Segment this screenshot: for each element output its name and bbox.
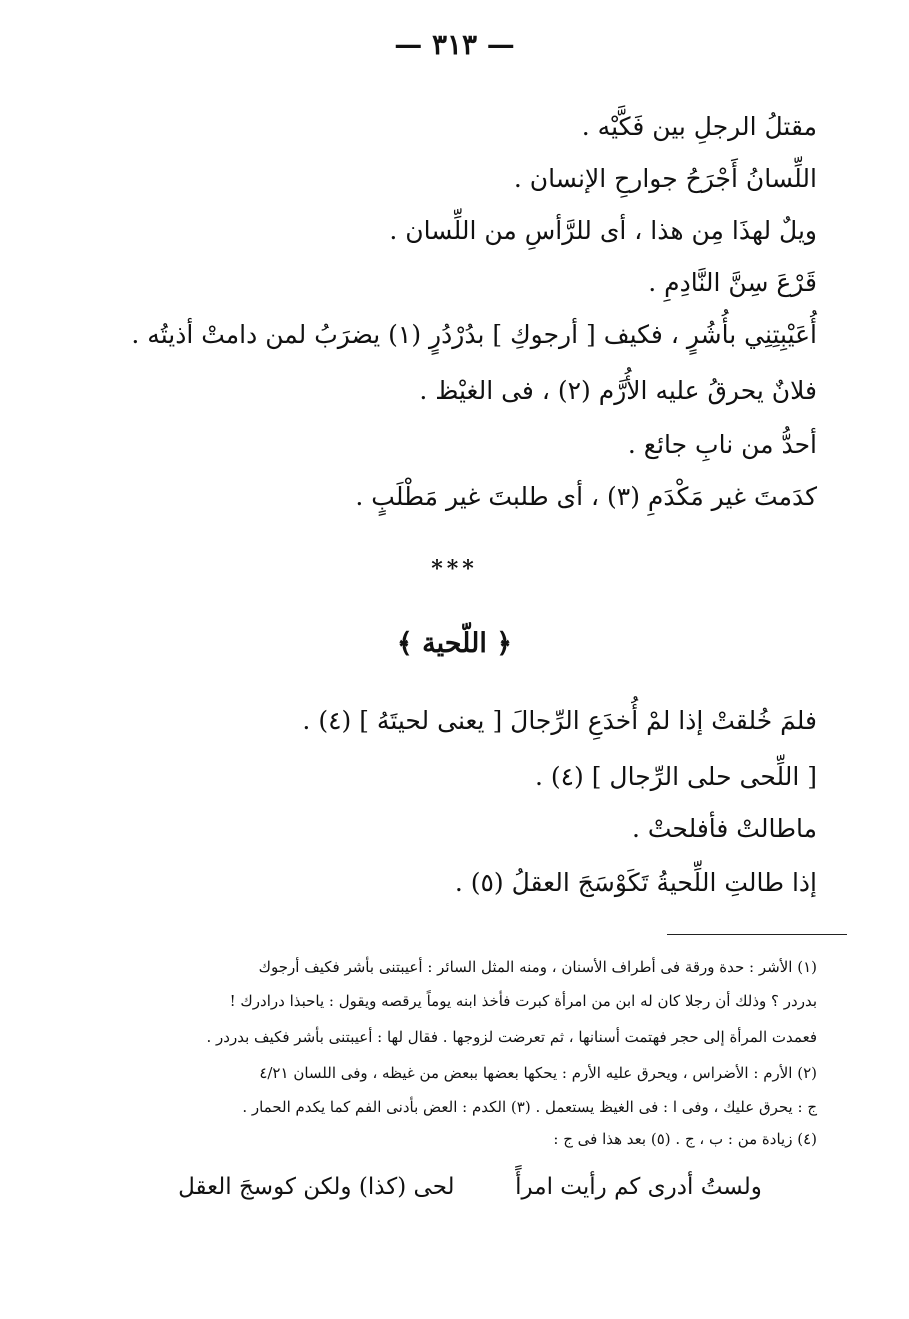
beard-proverb-line: إذا طالتِ اللِّحيةُ تَكَوْسَجَ العقلُ (٥) .: [454, 868, 817, 897]
proverb-line: مقتلُ الرجلِ بين فَكَّيْه .: [581, 112, 817, 141]
proverb-line: ويلٌ لهذَا مِن هذا ، أى للرَّأسِ من اللِّسان .: [389, 216, 817, 245]
page-number: — ٣١٣ —: [394, 28, 515, 61]
footnote-line: فعمدت المرأة إلى حجر فهتمت أسنانها ، ثم تعرضت لزوجها . فقال لها : أعيبتنى بأشر فكيف بدردر .: [206, 1028, 817, 1046]
footnote-rule: [667, 934, 847, 935]
proverb-line: كدَمتَ غير مَكْدَمِ (٣) ، أى طلبتَ غير مَطْلَبٍ .: [355, 482, 817, 511]
beard-proverb-line: [ اللِّحى حلى الرِّجال ] (٤) .: [534, 762, 817, 791]
section-separator: ***: [431, 556, 478, 582]
footnote-line: (١) الأشر : حدة ورقة فى أطراف الأسنان ، ومنه المثل السائر : أعيبتنى بأشر فكيف أرجوك: [258, 958, 817, 976]
beard-proverb-line: فلمَ خُلقتْ إذا لمْ أُخدَعِ الرِّجالَ [ يعنى لحيتَهُ ] (٤) .: [302, 706, 817, 735]
proverb-line: اللِّسانُ أَجْرَحُ جوارحِ الإنسان .: [513, 164, 817, 193]
footnote-line: (٢) الأرم : الأضراس ، ويحرق عليه الأرم : يحكها بعضها ببعض من غيظه ، وفى اللسان ٤/٢١: [259, 1064, 817, 1082]
verse-hemistich-first: ولستُ أدرى كم رأيت امرأً: [515, 1174, 762, 1200]
footnote-line: بدردر ؟ وذلك أن رجلا كان له ابن من امرأة كبرت فأخذ ابنه يوماً يرقصه ويقول : ياحبذا درادرك !: [229, 992, 817, 1010]
proverb-line: أحدُّ من نابِ جائع .: [627, 430, 817, 459]
proverb-line: أُعَيْبِتِنِي بأُشُرٍ ، فكيف [ أرجوكِ ] بدُرْدُرٍ (١) يضرَبُ لمن دامتْ أذيتُه .: [131, 320, 817, 349]
proverb-line: فلانٌ يحرقُ عليه الأُرَّم (٢) ، فى الغيْظ .: [419, 376, 817, 405]
beard-proverb-line: ماطالتْ فأفلحتْ .: [631, 814, 817, 843]
verse-line: [150, 1174, 790, 1200]
section-title: ﴿ اللّحية ﴾: [396, 628, 513, 659]
footnote-line: (٤) زيادة من : ب ، ج . (٥) بعد هذا فى ج :: [553, 1130, 817, 1148]
proverb-line: قَرْعَ سِنَّ النَّادِمِ .: [648, 268, 817, 297]
footnote-line: ج : يحرق عليك ، وفى ا : فى الغيظ يستعمل . (٣) الكدم : العض بأدنى الفم كما يكدم الحمار .: [242, 1098, 817, 1116]
verse-hemistich-second: لحى (كذا) ولكن كوسجَ العقل: [178, 1174, 455, 1200]
